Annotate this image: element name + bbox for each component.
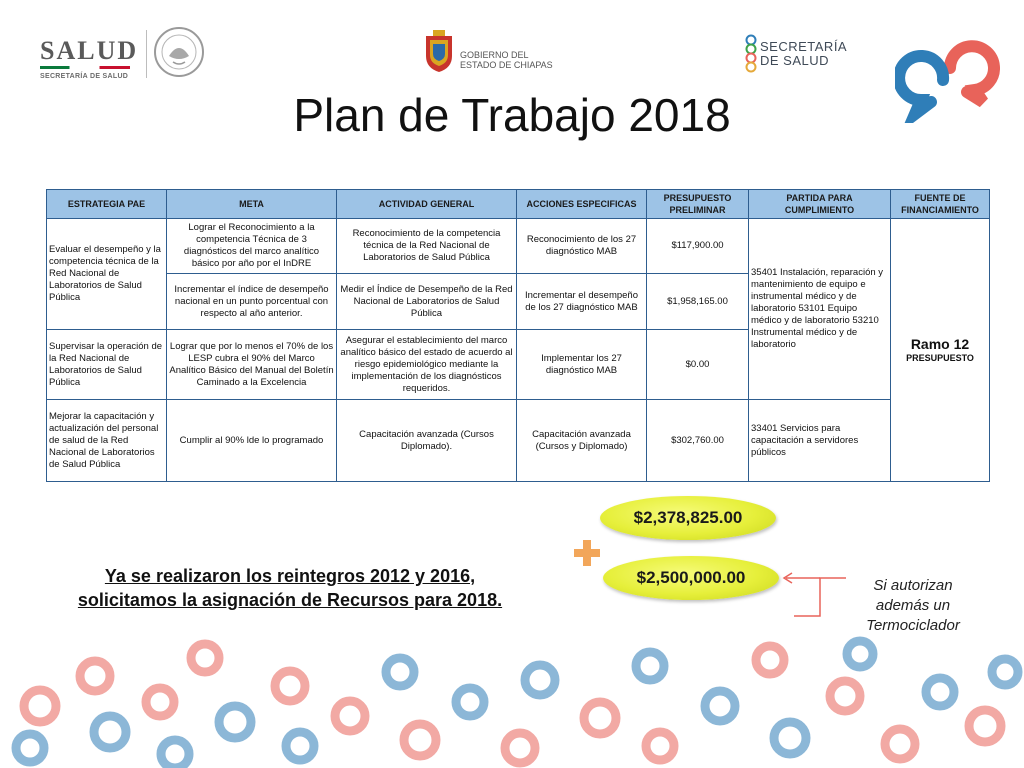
cell-acciones: Incrementar el desempeño de los 27 diagnóstico MAB	[517, 274, 647, 330]
cell-acciones: Capacitación avanzada (Cursos y Diplomado)	[517, 400, 647, 482]
cell-partida: 35401 Instalación, reparación y mantenimiento de equipo e instrumental médico y de laboratorio 53101 Equipo médico y de laboratorio 53210 Instrumental médico y de laboratorio	[749, 219, 891, 400]
national-seal-icon	[153, 26, 205, 78]
cell-acciones: Reconocimiento de los 27 diagnóstico MAB	[517, 219, 647, 274]
cell-actividad: Capacitación avanzada (Cursos Diplomado).	[337, 400, 517, 482]
callout-arrow-icon	[780, 570, 850, 622]
chiapas-logo-text	[460, 50, 553, 70]
fuente-label: PRESUPUESTO	[906, 353, 974, 363]
side-note-line2: además un	[875, 597, 951, 614]
cell-meta: Lograr que por lo menos el 70% de los LESP cubra el 90% del Marco Analítico Básico del Manual del Boletín Caminado a la Excelencia	[167, 330, 337, 400]
secretaria-logo-line2: DE SALUD	[760, 53, 830, 68]
note-line2: solicitamos la asignación de Recursos para 2018.	[77, 590, 503, 610]
header-presupuesto: PRESUPUESTO PRELIMINAR	[647, 190, 749, 219]
secretaria-logo-line1: SECRETARÍA	[760, 39, 848, 54]
chiapas-shield-icon	[424, 30, 454, 72]
cell-meta: Lograr el Reconocimiento a la competencia Técnica de 3 diagnósticos del marco analítico básico por año por el InDRE	[167, 219, 337, 274]
total-second-badge: $2,500,000.00	[603, 556, 779, 600]
decorative-ring-pattern	[0, 636, 1024, 768]
cell-presupuesto: $1,958,165.00	[647, 274, 749, 330]
cell-actividad: Reconocimiento de la competencia técnica de la Red Nacional de Laboratorios de Salud Pública	[337, 219, 517, 274]
cell-presupuesto: $0.00	[647, 330, 749, 400]
cell-actividad: Asegurar el establecimiento del marco analítico básico del estado de acuerdo al riesgo epidemiológico mediante la implementación de los diagnósticos requeridos.	[337, 330, 517, 400]
reintegros-note	[40, 564, 540, 612]
side-note-line1: Si autorizan	[873, 577, 953, 594]
work-plan-table	[46, 189, 990, 482]
logo-divider	[146, 30, 147, 78]
table-header-row	[47, 190, 990, 219]
salud-logo-subtitle: SECRETARÍA DE SALUD	[40, 73, 129, 80]
chiapas-logo-line1: GOBIERNO DEL	[460, 50, 529, 60]
salud-logo-word: SALUD	[40, 36, 139, 65]
header-partida: PARTIDA PARA CUMPLIMIENTO	[749, 190, 891, 219]
cell-fuente	[891, 219, 990, 482]
salud-logo-stripe	[40, 66, 130, 69]
header-meta: META	[167, 190, 337, 219]
total-first-badge: $2,378,825.00	[600, 496, 776, 540]
cell-estrategia: Supervisar la operación de la Red Nacional de Laboratorios de Salud Pública	[47, 330, 167, 400]
chiapas-logo-line2: ESTADO DE CHIAPAS	[460, 60, 553, 70]
cell-presupuesto: $302,760.00	[647, 400, 749, 482]
table-row	[47, 400, 990, 482]
header-fuente: FUENTE DE FINANCIAMIENTO	[891, 190, 990, 219]
plus-icon	[574, 540, 600, 566]
cell-meta: Incrementar el índice de desempeño nacional en un punto porcentual con respecto al año anterior.	[167, 274, 337, 330]
header-acciones: ACCIONES ESPECIFICAS	[517, 190, 647, 219]
fuente-ramo: Ramo 12	[910, 336, 970, 352]
header-estrategia: ESTRATEGIA PAE	[47, 190, 167, 219]
cell-meta: Cumplir al 90% lde lo programado	[167, 400, 337, 482]
table-row	[47, 219, 990, 274]
cell-presupuesto: $117,900.00	[647, 219, 749, 274]
cell-actividad: Medir el Índice de Desempeño de la Red Nacional de Laboratorios de Salud Pública	[337, 274, 517, 330]
cell-partida: 33401 Servicios para capacitación a servidores públicos	[749, 400, 891, 482]
secretaria-logo-text	[760, 40, 847, 68]
header-actividad: ACTIVIDAD GENERAL	[337, 190, 517, 219]
termociclador-note	[848, 576, 978, 636]
cell-acciones: Implementar los 27 diagnóstico MAB	[517, 330, 647, 400]
cell-estrategia: Mejorar la capacitación y actualización del personal de salud de la Red Nacional de Laboratorios de Salud Pública	[47, 400, 167, 482]
cell-estrategia: Evaluar el desempeño y la competencia técnica de la Red Nacional de Laboratorios de Salud Pública	[47, 219, 167, 330]
secretaria-logo-icon	[744, 34, 758, 76]
note-line1: Ya se realizaron los reintegros 2012 y 2016,	[104, 566, 476, 586]
page-title: Plan de Trabajo 2018	[293, 89, 731, 141]
salud-logo	[40, 36, 139, 80]
side-note-line3: Termociclador	[866, 617, 960, 634]
